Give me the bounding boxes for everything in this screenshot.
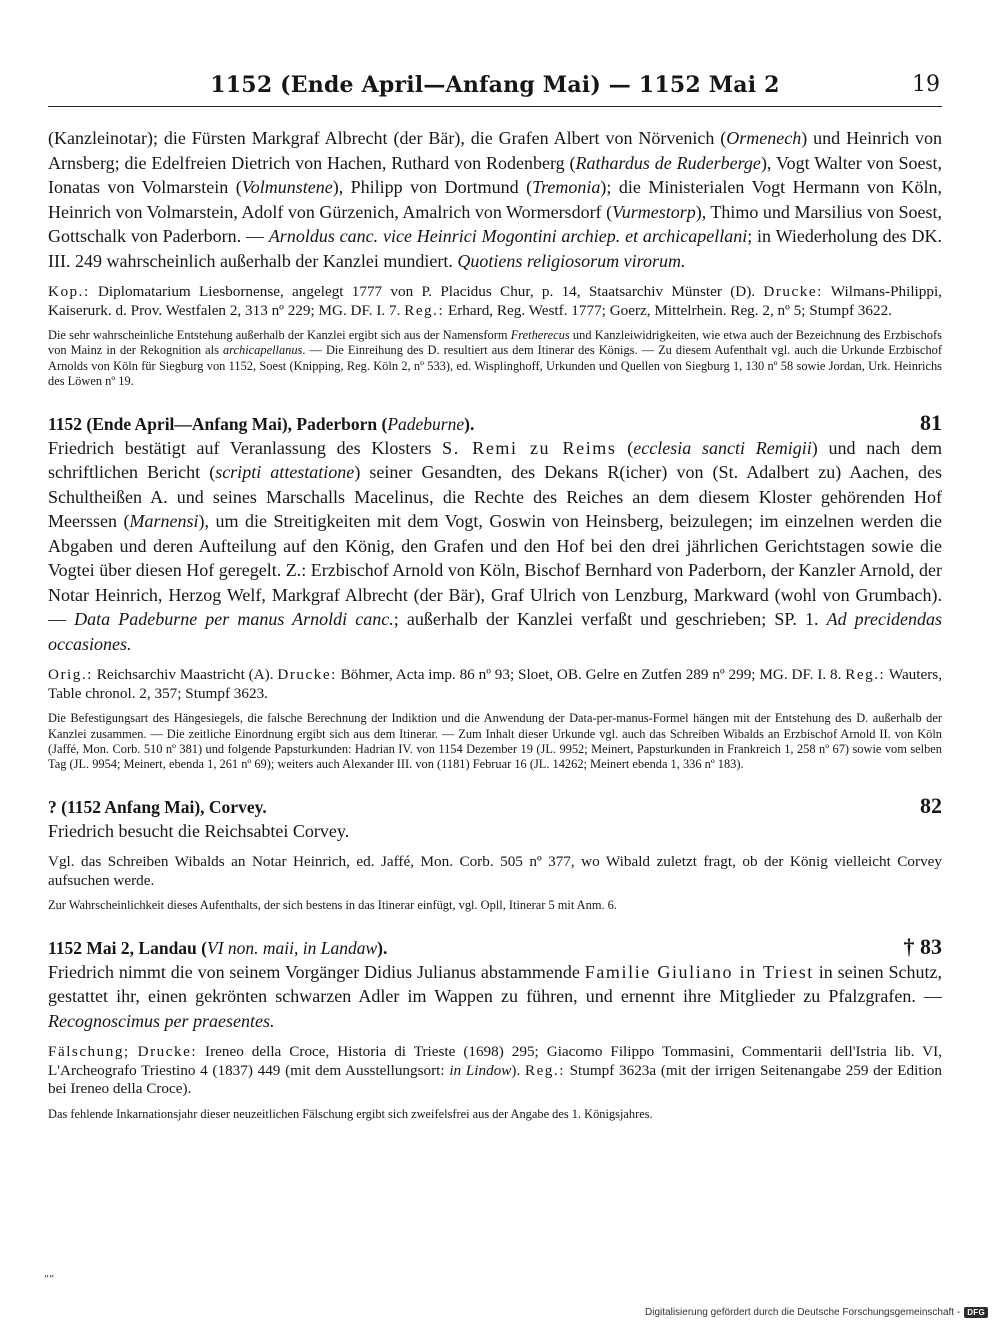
entry-83-main-text: Friedrich nimmt die von seinem Vorgänger Didius Julianus abstammende Familie Giuliano in Triest in seinen Schutz, gestattet ihr, einen gekrönten schwarzen Adler im Wappen zu führen, und ernennt ihre Mitglieder zu Pfalzgrafen. — Recognoscimus per praesentes. [48, 961, 942, 1031]
entry-82-number: 82 [920, 792, 942, 818]
entry-81-main-text: Friedrich bestätigt auf Veranlassung des Klosters S. Remi zu Reims (ecclesia sancti Remigii) und nach dem schriftlichen Bericht (scripti attestatione) seiner Gesandten, des Dekans R(icher) von (St. Adalbert zu) Aachen, des Schultheißen A. und seines Marschalls Macelinus, die Rechte des Reiches an dem diesem Kloster gehörenden Hof Meerssen (Marnensi), um die Streitigkeiten mit dem Vogt, Goswin von Heinsberg, beizulegen; im einzelnen werden die Abgaben und deren Aufteilung auf den König, den Grafen und den Hof bei den drei jährlichen Gerichtstagen sowie die Vogtei über diesen Hof geregelt. Z.: Erzbischof Arnold von Köln, Bischof Bernhard von Paderborn, der Kanzler Arnold, der Notar Heinrich, Herzog Welf, Markgraf Albrecht (der Bär), Graf Ulrich von Lenzburg, Markward (wohl von Grumbach). — Data Padeburne per manus Arnoldi canc.; außerhalb der Kanzlei verfaßt und geschrieben; SP. 1. Ad precidendas occasiones. [48, 437, 942, 654]
entry-81-commentary: Die Befestigungsart des Hängesiegels, die falsche Berechnung der Indiktion und die Anwendung der Data-per-manus-Formel hängen mit der Entstehung des D. außerhalb der Kanzlei zusammen. — Die zeitliche Einordnung ergibt sich aus dem Itinerar. — Zum Inhalt dieser Urkunde vgl. auch das Schreiben Wibalds an Erzbischof Arnold II. von Köln (Jaffé, Mon. Corb. 510 nº 381) und folgende Papsturkunden: Hadrian IV. von 1154 Dezember 19 (JL. 9952; Meinert, Papsturkunden in Frankreich 1, 258 nº 67) sowie vom selben Tag (JL. 9954; Meinert, ebenda 1, 261 nº 69); weiters auch Alexander III. von (1181) Februar 16 (JL. 14262; Meinert ebenda 1, 336 nº 183). [48, 711, 942, 772]
entry-81-sources: Orig.: Reichsarchiv Maastricht (A). Drucke: Böhmer, Acta imp. 86 nº 93; Sloet, OB. Gelre en Zutfen 289 nº 299; MG. DF. I. 8. Reg.: Wauters, Table chronol. 2, 357; Stumpf 3623. [48, 666, 943, 702]
entry-82-heading [48, 793, 942, 819]
dfg-logo: DFG [964, 1307, 988, 1318]
entry-80-sources: Kop.: Diplomatarium Liesbornense, angelegt 1777 von P. Placidus Chur, p. 14, Staatsarchiv Münster (D). Drucke: Wilmans-Philippi, Kaiserurk. d. Prov. Westfalen 2, 313 nº 229; MG. DF. I. 7. Reg.: Erhard, Reg. Westf. 1777; Goerz, Mittelrhein. Reg. 2, nº 5; Stumpf 3622. [48, 283, 942, 319]
entry-83 [48, 934, 942, 1122]
entry-80-continuation [48, 126, 942, 390]
entry-83-heading [48, 934, 942, 960]
entry-83-date: 1152 Mai 2, Landau (VI non. maii, in Landaw). [48, 937, 388, 958]
entry-81-date: 1152 (Ende April—Anfang Mai), Paderborn (Padeburne). [48, 413, 475, 434]
entry-80-main-text: (Kanzleinotar); die Fürsten Markgraf Albrecht (der Bär), die Grafen Albert von Nörvenich (Ormenech) und Heinrich von Arnsberg; die Edelfreien Dietrich von Hachen, Ruthard von Rodenberg (Rathardus de Ruderberge), Vogt Walter von Soest, Ionatas von Volmarstein (Volmunstene), Philipp von Dortmund (Tremonia); die Ministerialen Vogt Hermann von Köln, Heinrich von Volmarstein, Adolf von Gürzenich, Amalrich von Wormersdorf (Vurmestorp), Thimo und Marsilius von Soest, Gottschalk von Paderborn. — Arnoldus canc. vice Heinrici Mogontini archiep. et archicapellani; in Wiederholung des DK. III. 249 wahrscheinlich außerhalb der Kanzlei mundiert. Quotiens religiosorum virorum. [48, 128, 943, 271]
page-body [48, 126, 942, 1122]
page-mark: „„ [44, 1268, 55, 1279]
entry-80-commentary: Die sehr wahrscheinliche Entstehung außerhalb der Kanzlei ergibt sich aus der Namensform Fretherecus und Kanzleiwidrigkeiten, wie etwa auch der Bezeichnung des Erzbischofs von Mainz in der Rekognition als archicapellanus. — Die Einreihung des D. resultiert aus dem Itinerar des Königs. — Zu diesem Aufenthalt vgl. auch die Urkunde Erzbischof Arnolds von Köln für Siegburg von 1152, Soest (Knipping, Reg. Köln 2, nº 533), ed. Wisplinghoff, Urkunden und Quellen von Siegburg 1, 130 nº 58 sowie Jordan, Urk. Heinrichs des Löwen nº 19. [48, 328, 943, 389]
page-number: 19 [912, 72, 940, 97]
running-head [48, 66, 942, 107]
running-title: 1152 (Ende April—Anfang Mai) — 1152 Mai 2 [210, 72, 780, 98]
entry-83-number: † 83 [903, 933, 942, 959]
entry-82 [48, 793, 942, 914]
entry-82-main-text: Friedrich besucht die Reichsabtei Corvey. [48, 820, 350, 841]
entry-82-sources: Vgl. das Schreiben Wibalds an Notar Heinrich, ed. Jaffé, Mon. Corb. 505 nº 377, wo Wibald zuletzt fragt, ob der König vielleicht Corvey aufsuchen werde. [48, 853, 942, 889]
entry-81-number: 81 [920, 409, 942, 435]
entry-81 [48, 410, 942, 773]
entry-82-date: ? (1152 Anfang Mai), Corvey. [48, 796, 267, 817]
digitization-credit: Digitalisierung gefördert durch die Deutsche Forschungsgemeinschaft - [645, 1307, 961, 1318]
entry-83-sources: Fälschung; Drucke: Ireneo della Croce, Historia di Trieste (1698) 295; Giacomo Filippo Tommasini, Commentarii dell'Istria lib. VI, L'Archeografo Triestino 4 (1837) 449 (mit dem Ausstellungsort: in Lindow). Reg.: Stumpf 3623a (mit der irrigen Seitenangabe 259 der Edition bei Ireneo della Croce). [48, 1043, 943, 1098]
entry-82-commentary: Zur Wahrscheinlichkeit dieses Aufenthalts, der sich bestens in das Itinerar einfügt, vgl. Opll, Itinerar 5 mit Anm. 6. [48, 898, 617, 913]
digitization-footer [645, 1307, 988, 1318]
entry-83-commentary: Das fehlende Inkarnationsjahr dieser neuzeitlichen Fälschung ergibt sich zweifelsfrei aus der Angabe des 1. Königsjahres. [48, 1106, 653, 1121]
entry-81-heading [48, 410, 942, 436]
